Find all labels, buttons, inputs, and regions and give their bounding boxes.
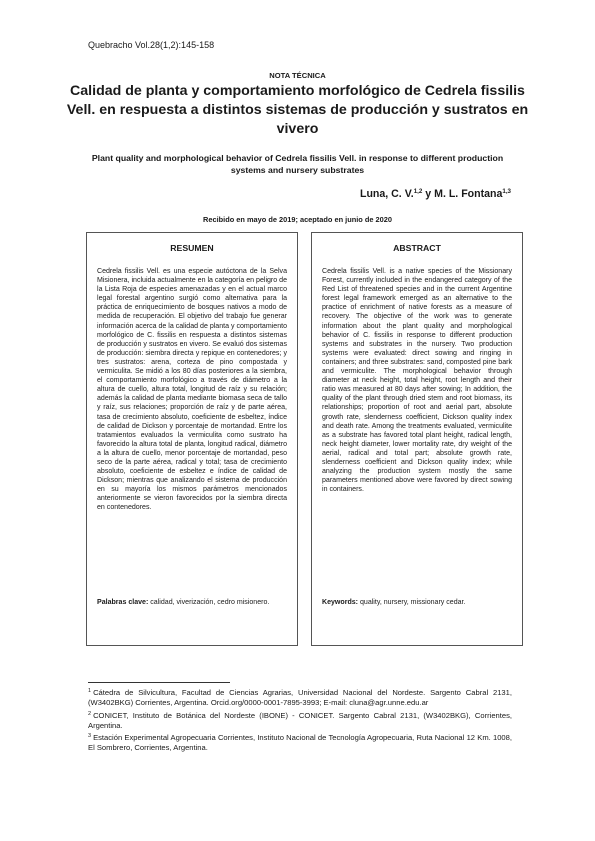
footnote-2-mark: 2 (88, 710, 92, 717)
footnote-3 (88, 731, 512, 753)
abstract-keywords (322, 598, 512, 607)
footnotes (88, 686, 512, 754)
abstract-box (311, 232, 523, 646)
footnote-3-mark: 3 (88, 733, 92, 740)
abstract-heading: ABSTRACT (393, 243, 441, 253)
resumen-box (86, 232, 298, 646)
footnote-1-text: Cátedra de Silvicultura, Facultad de Ciencias Agrarias, Universidad Nacional del Nordeste. Sargento Cabral 2131, (W3402BKG) Corrientes, Argentina. Orcid.org/0000-0001-7895-3993; E-mail: cluna@agr.unne.edu.ar (88, 688, 512, 708)
authors (360, 188, 511, 200)
footnote-3-text: Estación Experimental Agropecuaria Corrientes, Instituto Nacional de Tecnología Agropecuaria, Ruta Nacional 12 Km. 1008, El Sombrero, Corrientes, Argentina. (88, 733, 512, 753)
author-1: Luna, C. V. (359, 188, 414, 200)
footnote-1-mark: 1 (88, 688, 92, 694)
title-spanish: Calidad de planta y comportamiento morfológico de Cedrela fissilis Vell. en respuesta a distintos sistemas de producción y sustratos en vivero (66, 83, 529, 137)
resumen-body: Cedrela fissilis Vell. es una especie autóctona de la Selva Misionera, incluida actualmente en la categoría en peligro de la Lista Roja de especies amenazadas y en el actual marco legal forestal argentino surgió como alternativa para la práctica de enriquecimiento de bosques nativos a modo de medida de recuperación. El objetivo del trabajo fue generar información acerca de la calidad de planta y comportamiento morfológico de C. fissilis en respuesta a distintos sistemas de producción y sustratos en vivero. Se evaluó dos sistemas de producción: siembra directa y repique en contenedores; y tres sustratos: arena, corteza de pino compostada y vermiculita. Se midió a los 80 días posteriores a la siembra, el comportamiento morfológico a través de diámetro a la altura de cuello, altura total, longitud de raíz y su relación; además la calidad de planta mediante biomasa seca de tallo y raíz, sus relaciones; proporción de raíz y de parte aérea, tasa de crecimiento absoluto, coeficiente de esbeltez, índice de calidad de Dickson y porcentaje de mortandad. Entre los tratamientos evaluados la vermiculita como sustrato ha favorecido la altura total de planta, longitud radical, diámetro a la altura de cuello, menor porcentaje de mortandad, peso seco de la parte aérea, radical y total; tasa de crecimiento absoluto, coeficiente de esbeltez e índice de calidad de Dickson; mientras que analizando el sistema de producción en su mayoría los mismos parámetros mencionados anteriormente se vieron favorecidos por la siembra directa en contenedores. (97, 268, 287, 512)
title-english: Plant quality and morphological behavior of Cedrela fissilis Vell. in response to different production systems and nursery substrates (91, 153, 504, 175)
abstract-keywords-list: quality, nursery, missionary cedar. (358, 599, 466, 606)
resumen-heading: RESUMEN (170, 243, 214, 253)
abstract-keywords-label: Keywords: (322, 599, 359, 606)
abstract-body: Cedrela fissilis Vell. is a native species of the Missionary Forest, currently included in the endangered category of the Red List of threatened species and in the current Argentine forest legal framework emerged as an alternative to the practice of enrichment of native forests as a measure of recovery. The objective of the work was to generate information about the plant quality and morphological behavior of C. fissilis in response to different production systems and substrates in the nursery. Two production systems were evaluated: direct sowing and ringing in containers; and three substrates: sand, composted pine bark and vermiculite. The morphological behavior through diameter at neck height, total height, root length and their ratio was measured at 80 days after sowing; In addition, the quality of the plant through dried stem and root biomass, its relationships; proportion of root and aerial part, absolute growth rate, slenderness coefficient, Dickson quality index and death rate. Among the treatments evaluated, vermiculite as a substrate has favored total plant height, radical length, neck height diameter, lower mortality rate, dry weight of the aerial, radical and total part; absolute growth rate, slenderness coefficient and Dickson quality index; while analyzing the production system mostly the same parameters mentioned above were favored by direct sowing in containers. (322, 268, 512, 494)
resumen-keywords (97, 598, 287, 607)
footnote-separator (88, 682, 230, 683)
received-dates: Recibido en mayo de 2019; aceptado en junio de 2020 (203, 215, 392, 224)
journal-citation: Quebracho Vol.28(1,2):145-158 (88, 40, 215, 50)
footnote-2 (88, 709, 512, 731)
resumen-keywords-label: Palabras clave: (97, 599, 149, 606)
resumen-keywords-list: calidad, viverización, cedro misionero. (148, 599, 270, 606)
author-1-affiliations: 1,2 (413, 188, 423, 195)
footnote-1 (88, 686, 512, 708)
author-2: y M. L. Fontana (422, 188, 503, 200)
author-2-affiliations: 1,3 (502, 188, 511, 195)
section-label: NOTA TÉCNICA (269, 71, 326, 80)
footnote-2-text: CONICET, Instituto de Botánica del Nordeste (IBONE) - CONICET. Sargento Cabral 2131, (W3402BKG), Corrientes, Argentina. (88, 710, 512, 730)
